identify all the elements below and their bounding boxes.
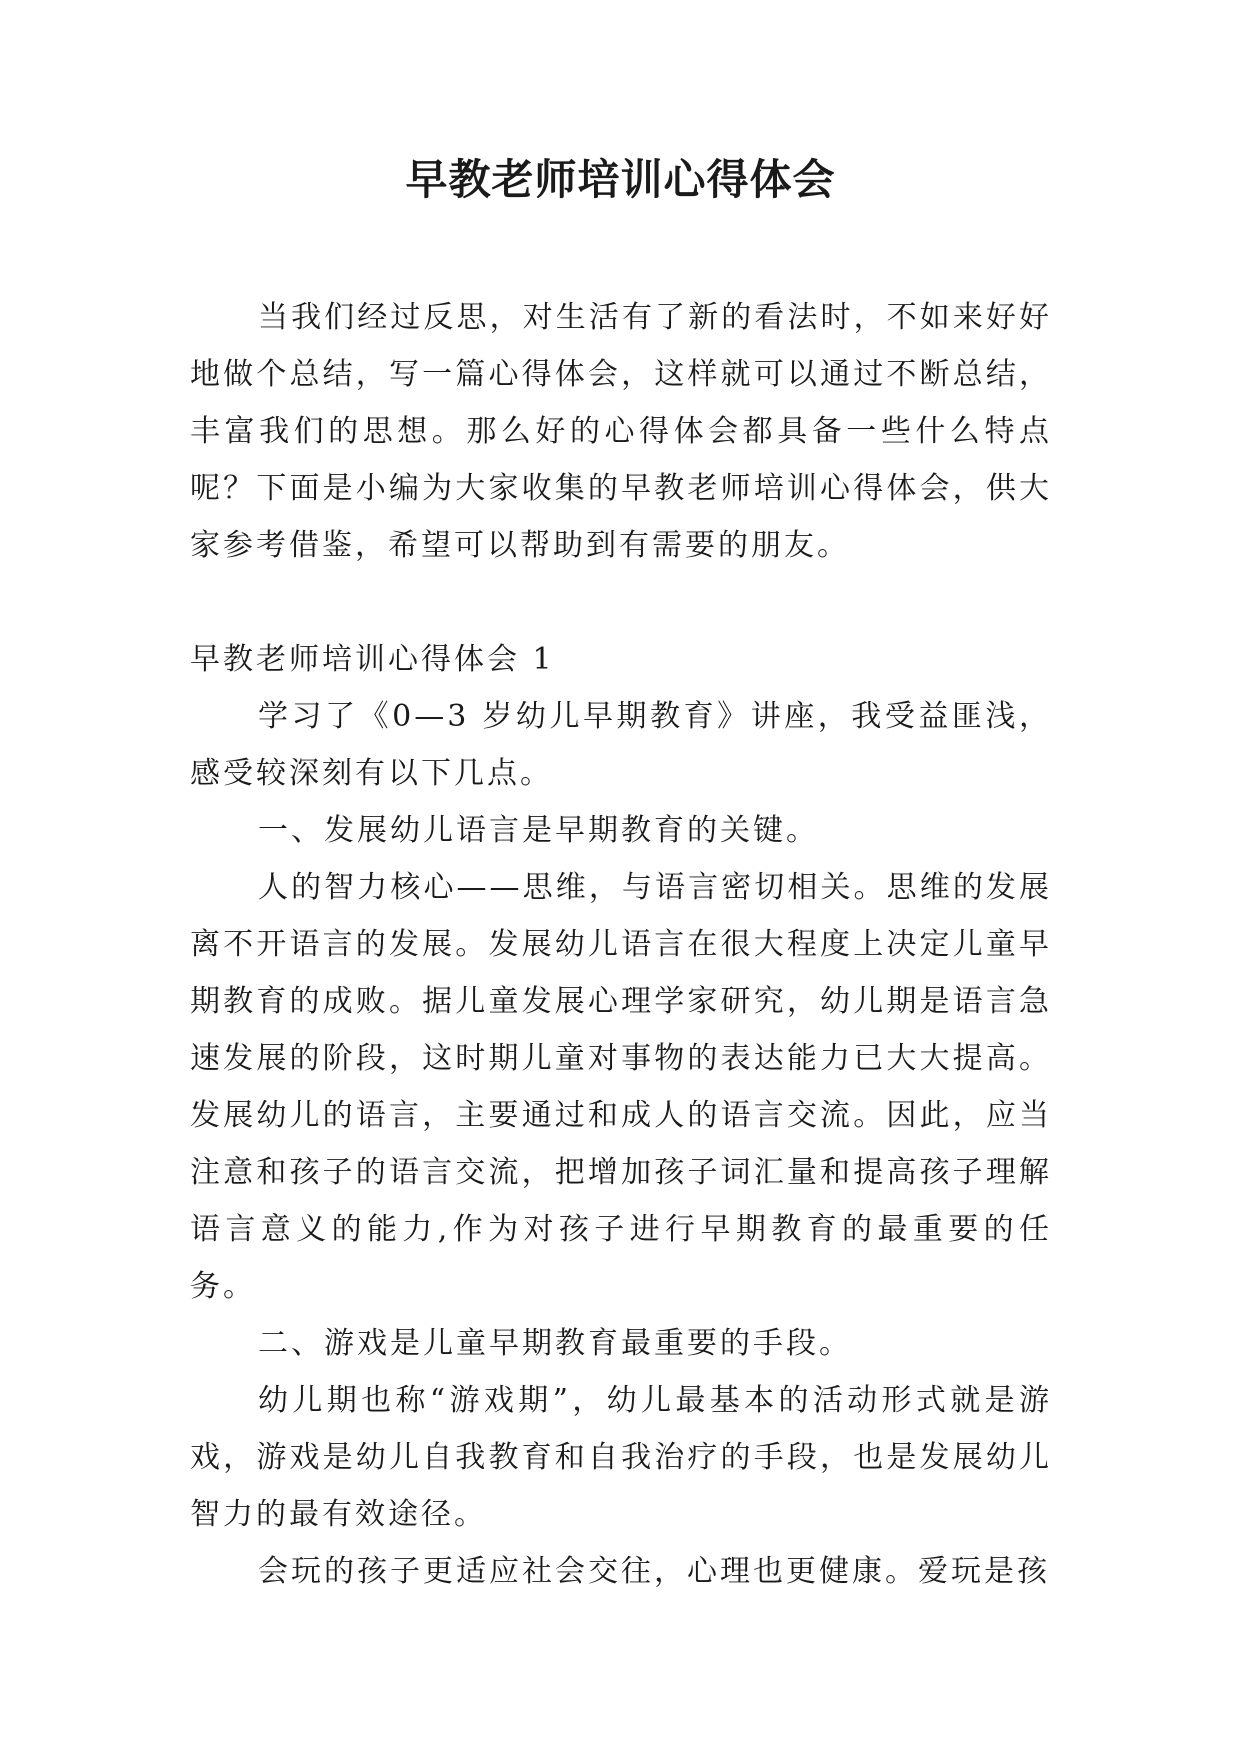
document-title: 早教老师培训心得体会 [405,155,836,204]
document-body [190,289,1052,1600]
intro-paragraph: 当我们经过反思，对生活有了新的看法时，不如来好好地做个总结，写一篇心得体会，这样就可以通过不断总结，丰富我们的思想。那么好的心得体会都具备一些什么特点呢？下面是小编为大家收集的早教老师培训心得体会，供大家参考借鉴，希望可以帮助到有需要的朋友。 [190,300,1052,563]
body-paragraph: 幼儿期也称“游戏期”，幼儿最基本的活动形式就是游戏，游戏是幼儿自我教育和自我治疗的手段，也是发展幼儿智力的最有效途径。 [190,1383,1052,1532]
body-paragraph: 学习了《0—3 岁幼儿早期教育》讲座，我受益匪浅，感受较深刻有以下几点。 [190,699,1052,791]
body-paragraph: 人的智力核心——思维，与语言密切相关。思维的发展离不开语言的发展。发展幼儿语言在很大程度上决定儿童早期教育的成败。据儿童发展心理学家研究，幼儿期是语言急速发展的阶段，这时期儿童对事物的表达能力已大大提高。发展幼儿的语言，主要通过和成人的语言交流。因此，应当注意和孩子的语言交流，把增加孩子词汇量和提高孩子理解语言意义的能力,作为对孩子进行早期教育的最重要的任务。 [190,870,1052,1304]
paragraph-spacer [190,574,1052,631]
section-title: 早教老师培训心得体会 1 [190,642,555,677]
subheading-paragraph: 一、发展幼儿语言是早期教育的关键。 [258,813,819,848]
subheading-paragraph: 二、游戏是儿童早期教育最重要的手段。 [258,1326,852,1361]
body-paragraph: 会玩的孩子更适应社会交往，心理也更健康。爱玩是孩 [258,1554,1050,1589]
